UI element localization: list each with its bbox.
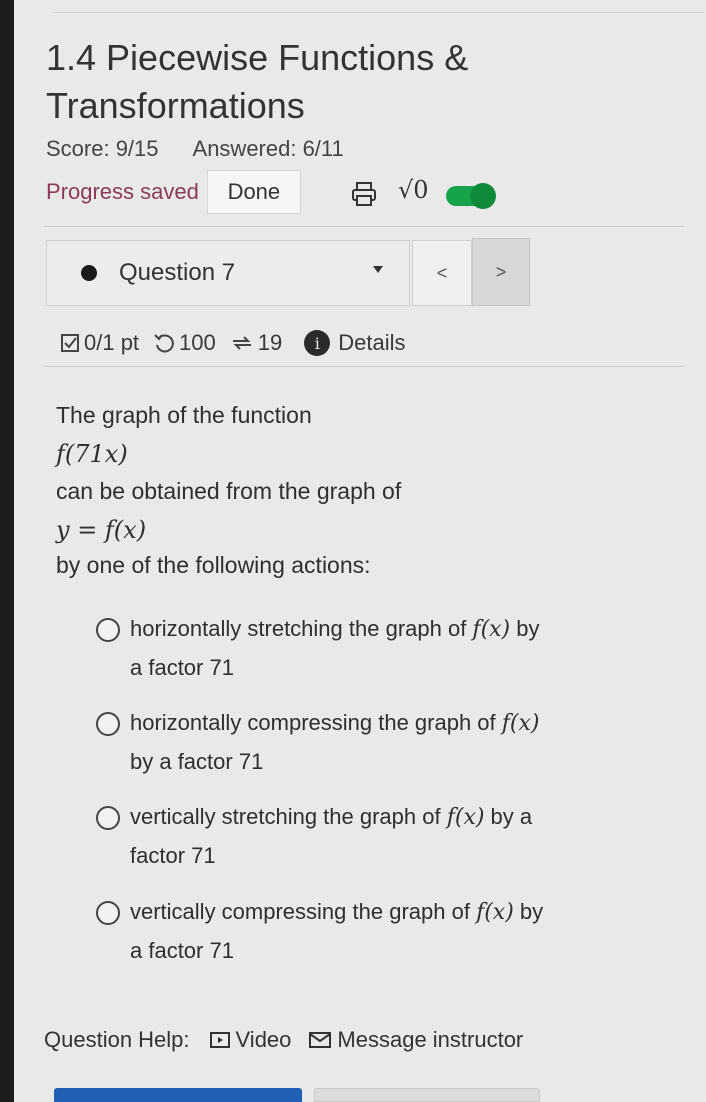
attempts-text: 19 xyxy=(257,330,283,355)
math-input-icon[interactable]: √0 xyxy=(398,176,429,204)
option-text-line2: by a factor 71 xyxy=(130,749,264,774)
prompt-function: f(71x) xyxy=(56,440,128,468)
option-text-post: by xyxy=(510,616,540,641)
option-text xyxy=(96,704,676,743)
answer-option-1[interactable] xyxy=(96,610,676,687)
prompt-line-3: by one of the following actions: xyxy=(56,552,371,578)
section-divider xyxy=(44,366,684,367)
page-title xyxy=(46,34,646,130)
question-help xyxy=(44,1022,541,1058)
answered-text: Answered: 6/11 xyxy=(192,136,344,161)
option-math: f(x) xyxy=(501,711,540,736)
answer-option-4[interactable] xyxy=(96,893,676,970)
attempts-item xyxy=(230,330,282,356)
top-divider xyxy=(54,12,704,13)
retries-text: 100 xyxy=(179,330,216,355)
title-line-1: 1.4 Piecewise Functions & xyxy=(46,37,469,78)
toggle-switch[interactable] xyxy=(446,186,494,206)
print-icon[interactable] xyxy=(350,180,378,208)
section-divider xyxy=(44,226,684,227)
option-text-pre: vertically compressing the graph of xyxy=(130,899,477,924)
question-selector[interactable] xyxy=(46,240,410,306)
details-text: Details xyxy=(338,330,406,355)
video-link-text: Video xyxy=(235,1027,292,1052)
option-math: f(x) xyxy=(446,805,485,830)
radio-button[interactable] xyxy=(96,901,120,925)
previous-question-button[interactable]: < xyxy=(412,240,472,306)
chevron-down-icon xyxy=(373,266,383,273)
message-instructor-text: Message instructor xyxy=(337,1027,524,1052)
radio-button[interactable] xyxy=(96,618,120,642)
option-text-pre: horizontally compressing the graph of xyxy=(130,710,502,735)
radio-button[interactable] xyxy=(96,806,120,830)
next-question-button[interactable]: > xyxy=(472,238,530,306)
question-label: Question 7 xyxy=(119,259,236,286)
details-link[interactable] xyxy=(296,330,405,356)
option-math: f(x) xyxy=(476,900,514,925)
secondary-button[interactable] xyxy=(314,1088,540,1102)
retries-item xyxy=(153,330,216,356)
answer-option-2[interactable] xyxy=(96,704,676,781)
video-icon xyxy=(210,1031,230,1049)
option-text xyxy=(96,893,676,932)
video-link[interactable] xyxy=(210,1027,292,1053)
checkbox-icon xyxy=(60,333,80,353)
option-text-line2: a factor 71 xyxy=(130,655,234,680)
radio-button[interactable] xyxy=(96,712,120,736)
option-text-post: by a xyxy=(484,804,533,829)
score-row xyxy=(46,136,344,162)
assignment-page xyxy=(14,0,706,1102)
prompt-base-function: y = f(x) xyxy=(56,516,147,544)
option-text-pre: horizontally stretching the graph of xyxy=(130,616,473,641)
repeat-icon xyxy=(230,332,254,354)
points-item xyxy=(60,330,139,356)
question-meta xyxy=(60,326,420,360)
option-math: f(x) xyxy=(472,617,511,642)
option-text xyxy=(96,610,676,649)
points-text: 0/1 pt xyxy=(84,330,140,355)
option-text xyxy=(96,798,676,837)
score-text: Score: 9/15 xyxy=(46,136,159,161)
answer-option-3[interactable] xyxy=(96,798,676,875)
undo-icon xyxy=(153,332,175,354)
option-text-post: by xyxy=(513,899,544,924)
done-button[interactable]: Done xyxy=(207,170,301,214)
submit-button[interactable] xyxy=(54,1088,302,1102)
toolbar-icons xyxy=(14,170,706,214)
option-text-line2: factor 71 xyxy=(130,843,216,868)
question-help-label: Question Help: xyxy=(44,1027,190,1052)
option-text-line2: a factor 71 xyxy=(130,938,234,963)
title-line-2: Transformations xyxy=(46,85,305,126)
prompt-line-2: can be obtained from the graph of xyxy=(56,478,402,504)
info-icon: i xyxy=(304,330,330,356)
prompt-line-1: The graph of the function xyxy=(56,402,312,428)
mail-icon xyxy=(309,1031,331,1049)
message-instructor-link[interactable] xyxy=(309,1027,523,1053)
option-text-pre: vertically stretching the graph of xyxy=(130,804,447,829)
question-status-dot xyxy=(81,265,97,281)
progress-saved-text: Progress saved xyxy=(46,179,199,204)
